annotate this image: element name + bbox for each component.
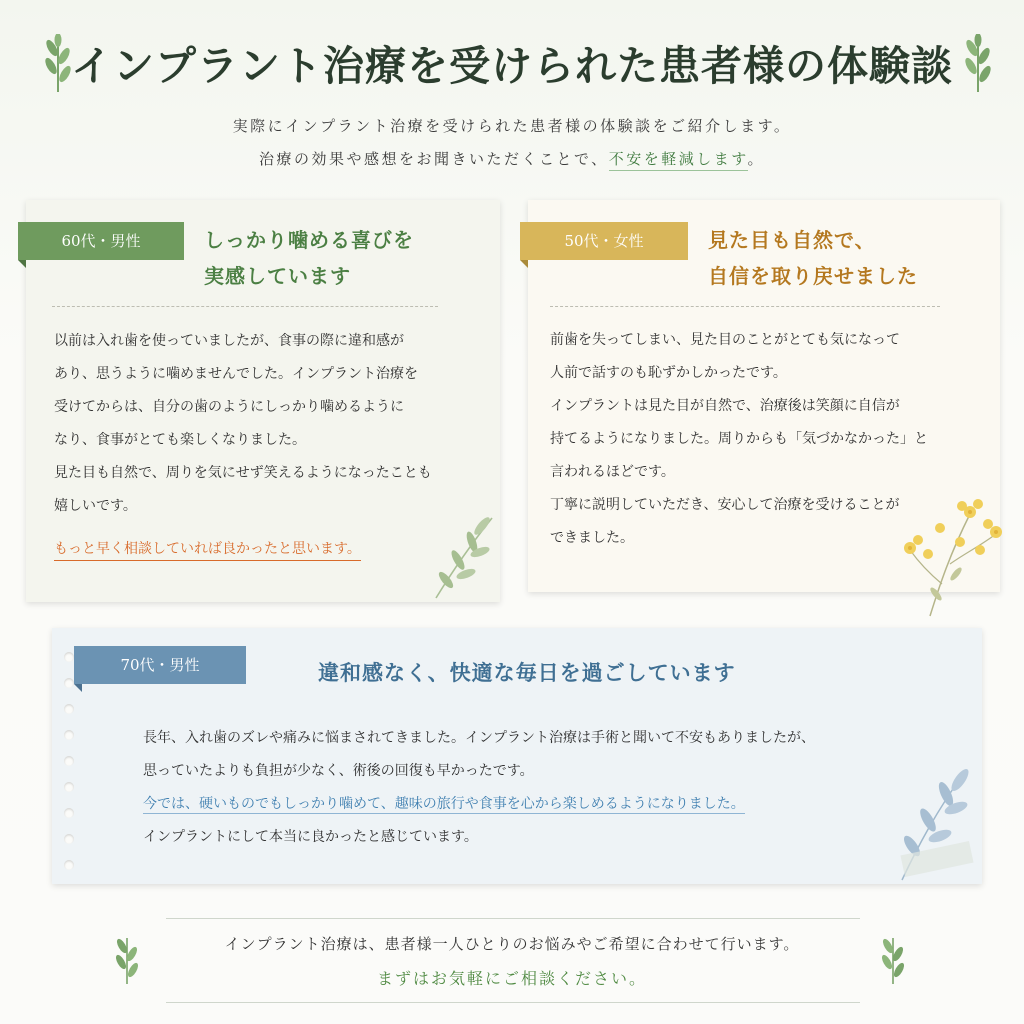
testimonial-title (708, 222, 918, 294)
divider (550, 306, 940, 307)
blue-leaf-branch-icon (882, 762, 982, 882)
page-title: インプラント治療を受けられた患者様の体験談 (71, 42, 953, 90)
body-line: 長年、入れ歯のズレや痛みに悩まされてきました。インプラント治療は手術と聞いて不安もありましたが、 (143, 730, 815, 746)
body-line: 嬉しいです。 (54, 498, 137, 514)
divider (52, 306, 438, 307)
page-subtitle-line1: 実際にインプラント治療を受けられた患者様の体験談をご紹介します。 (232, 117, 792, 135)
testimonial-emphasis: 今では、硬いものでもしっかり噛めて、趣味の旅行や食事を心から楽しめるようになりました。 (143, 796, 745, 812)
subtitle-suffix: 。 (747, 150, 766, 168)
age-gender-tag: 60代・男性 (18, 222, 184, 260)
testimonial-body (143, 722, 923, 854)
body-line: 以前は入れ歯を使っていましたが、食事の際に違和感が (54, 333, 404, 349)
testimonial-title: 違和感なく、快適な毎日を過ごしています (318, 660, 736, 685)
body-line: 受けてからは、自分の歯のようにしっかり噛めるように (54, 399, 404, 415)
body-line: インプラントにして本当に良かったと感じています。 (143, 829, 478, 845)
olive-branch-icon (428, 512, 500, 602)
body-line-emphasis (143, 788, 923, 821)
body-line: インプラントは見た目が自然で、治療後は笑顔に自信が (550, 398, 900, 414)
page-subtitle-line2 (0, 148, 1024, 169)
body-line: 持てるようになりました。周りからも「気づかなかった」と (550, 431, 928, 447)
body-line: 丁寧に説明していただき、安心して治療を受けることが (550, 497, 900, 513)
footer-divider-top (166, 918, 860, 919)
subtitle-text: 治療の効果や感想をお聞きいただくことで、 (258, 150, 609, 168)
testimonial-body (54, 325, 484, 523)
age-gender-tag: 70代・男性 (74, 646, 246, 684)
tag-fold (18, 260, 26, 268)
body-line: あり、思うように噛めませんでした。インプラント治療を (54, 366, 418, 382)
flower-sprig-icon (900, 494, 1004, 618)
footer-call-to-action: まずはお気軽にご相談ください。 (376, 969, 647, 988)
tag-fold (74, 684, 82, 692)
body-line: 思っていたよりも負担が少なく、術後の回復も早かったです。 (143, 763, 534, 779)
age-gender-tag: 50代・女性 (520, 222, 688, 260)
subtitle-highlight: 不安を軽減します (609, 150, 748, 171)
testimonial-title-line1: しっかり噛める喜びを (204, 228, 414, 252)
footer-divider-bottom (166, 1002, 860, 1003)
body-line: 言われるほどです。 (550, 464, 675, 480)
testimonial-title-line2: 自信を取り戻せました (708, 264, 918, 288)
body-line: なり、食事がとても楽しくなりました。 (54, 432, 306, 448)
tag-fold (520, 260, 528, 268)
body-line: できました。 (550, 530, 634, 546)
testimonial-title-line1: 見た目も自然で、 (708, 228, 876, 252)
footer-message: インプラント治療は、患者様一人ひとりのお悩みやご希望に合わせて行います。 (224, 935, 800, 953)
body-line: 見た目も自然で、周りを気にせず笑えるようになったことも (54, 465, 432, 481)
testimonial-emphasis: もっと早く相談していれば良かったと思います。 (54, 538, 361, 561)
body-line: 人前で話すのも恥ずかしかったです。 (550, 365, 787, 381)
testimonial-title (204, 222, 414, 294)
body-line: 前歯を失ってしまい、見た目のことがとても気になって (550, 332, 900, 348)
testimonial-title-line2: 実感しています (204, 264, 351, 288)
